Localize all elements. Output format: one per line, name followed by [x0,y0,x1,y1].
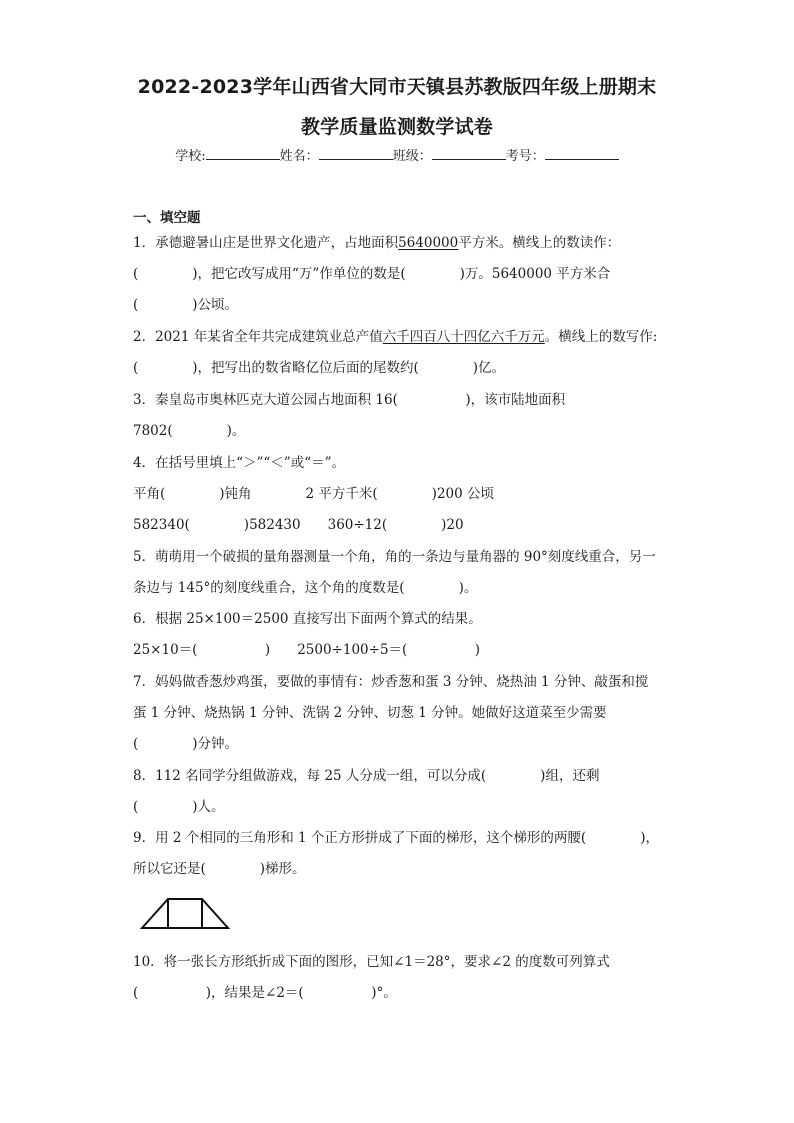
question-2-line-1 [133,329,657,345]
page-title-line-2: 教学质量监测数学试卷 [300,116,493,138]
question-10-line-1: 10．将一张长方形纸折成下面的图形，已知∠1＝28°，要求∠2 的度数可列算式 [133,954,610,970]
q1-underlined-number: 5640000 [398,235,459,251]
q1-text-a: 1．承德避暑山庄是世界文化遗产，占地面积 [133,235,399,251]
question-1-line-2: ( )，把它改写成用“万”作单位的数是( )万。5640000 平方米合 [133,266,611,282]
question-8-line-2: ( )人。 [133,799,225,815]
question-10-line-2: ( )，结果是∠2＝( )°。 [133,985,397,1001]
question-3-line-2: 7802( )。 [133,423,246,439]
class-label: 班级： [392,149,432,164]
exam-number-blank[interactable] [545,147,619,160]
question-6-line-1: 6．根据 25×100＝2500 直接写出下面两个算式的结果。 [133,611,482,627]
question-7-line-2: 蛋 1 分钟、烧热锅 1 分钟、洗锅 2 分钟、切葱 1 分钟。她做好这道菜至少需要 [133,705,607,721]
question-6-line-2: 25×10＝( ) 2500÷100÷5＝( ) [133,642,481,658]
school-label: 学校: [175,149,206,164]
question-5-line-1: 5．萌萌用一个破损的量角器测量一个角，角的一条边与量角器的 90°刻度线重合，另一 [133,549,656,565]
question-7-line-3: ( )分钟。 [133,736,239,752]
exam-number-label: 考号： [505,149,545,164]
q2-underlined-number: 六千四百八十四亿六千万元 [382,329,545,345]
school-blank[interactable] [206,147,280,160]
section-heading-fill-blank: 一、填空题 [133,210,201,226]
question-4-line-2: 平角( )钝角 2 平方千米( )200 公顷 [133,486,495,502]
question-8-line-1: 8．112 名同学分组做游戏，每 25 人分成一组，可以分成( )组，还剩 [133,768,600,784]
question-1-line-1 [133,235,620,251]
name-label: 姓名： [279,149,319,164]
question-2-line-2: ( )，把写出的数省略亿位后面的尾数约( )亿。 [133,360,506,376]
question-1-line-3: ( )公顷。 [133,297,239,313]
question-4-line-1: 4．在括号里填上“＞”“＜”或“＝”。 [133,455,345,471]
trapezoid-figure [140,893,232,933]
q2-text-a: 2．2021 年某省全年共完成建筑业总产值 [133,329,383,345]
question-5-line-2: 条边与 145°的刻度线重合，这个角的度数是( )。 [133,580,478,596]
q2-text-b: 。横线上的数写作: [544,329,658,345]
q1-text-b: 平方米。横线上的数读作： [458,235,621,251]
class-blank[interactable] [432,147,506,160]
trapezoid-outline [142,899,228,928]
name-blank[interactable] [319,147,393,160]
question-3-line-1: 3．秦皇岛市奥林匹克大道公园占地面积 16( )，该市陆地面积 [133,392,566,408]
question-9-line-1: 9．用 2 个相同的三角形和 1 个正方形拼成了下面的梯形，这个梯形的两腰( )， [133,830,659,846]
page-title-line-1: 2022-2023学年山西省大同市天镇县苏教版四年级上册期末 [137,76,657,98]
student-info-line [0,145,794,164]
question-7-line-1: 7．妈妈做香葱炒鸡蛋，要做的事情有：炒香葱和蛋 3 分钟、烧热油 1 分钟、敲蛋和搅 [133,674,649,690]
question-9-line-2: 所以它还是( )梯形。 [133,861,306,877]
question-4-line-3: 582340( )582430 360÷12( )20 [133,517,464,533]
